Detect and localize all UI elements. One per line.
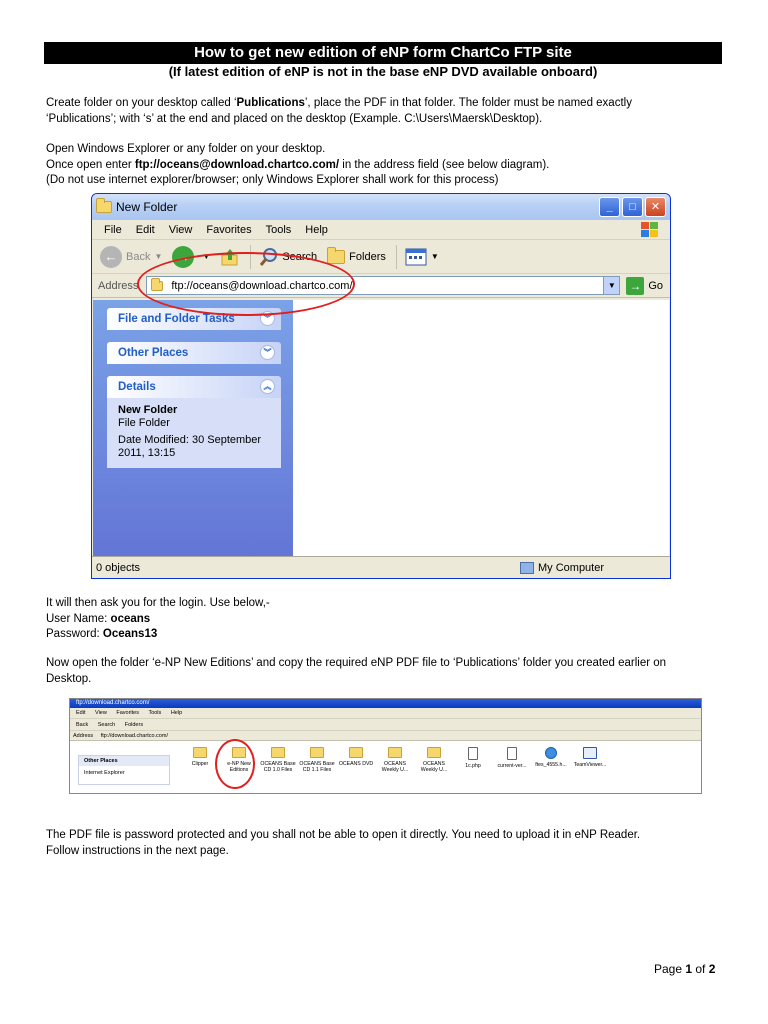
panel-header[interactable]	[107, 376, 281, 398]
list-item[interactable]: OCEANS Base CD 1.0 Files	[260, 747, 296, 773]
menu-edit[interactable]: Edit	[76, 710, 86, 716]
close-button[interactable]: ✕	[645, 197, 666, 217]
login-intro: It will then ask you for the login. Use below,-	[46, 597, 270, 609]
list-item[interactable]: OCEANS Weekly U...	[377, 747, 413, 773]
folders-button[interactable]: Folders	[124, 722, 144, 728]
step2-paragraph	[46, 656, 726, 687]
details-modified-1: Date Modified: 30 September	[118, 434, 262, 446]
open-explorer-line2b: in the address field (see below diagram).	[339, 158, 550, 171]
window-title: ftp://download.chartco.com/	[70, 699, 701, 708]
panel-title: Details	[118, 381, 156, 393]
folder-icon	[427, 747, 441, 758]
chevron-down-icon[interactable]: ▼	[603, 277, 619, 294]
folder-icon	[349, 747, 363, 758]
closing-line2: Follow instructions in the next page.	[46, 844, 229, 857]
toolbar-separator	[396, 245, 397, 269]
document-icon	[468, 747, 478, 760]
intro-folder-name: Publications	[236, 97, 305, 109]
panel-title: Other Places	[118, 347, 189, 359]
folder-icon	[388, 747, 402, 758]
search-button[interactable]: Search	[97, 722, 116, 728]
folder-icon	[310, 747, 324, 758]
panel-title: File and Folder Tasks	[118, 313, 235, 325]
status-location: My Computer	[538, 561, 605, 574]
views-button[interactable]	[405, 248, 439, 266]
document-icon	[507, 747, 517, 760]
menu-file[interactable]: File	[104, 223, 122, 236]
menu-bar	[92, 220, 670, 240]
open-explorer-line3: (Do not use internet explorer/browser; only Windows Explorer shall work for this process)	[46, 174, 499, 186]
list-item[interactable]: OCEANS Base CD 1.1 Files	[299, 747, 335, 773]
status-objects: 0 objects	[96, 561, 141, 574]
list-item[interactable]: OCEANS DVD	[338, 747, 374, 767]
other-places-panel[interactable]	[107, 342, 281, 364]
panel-title[interactable]: Other Places	[79, 756, 169, 766]
folder-icon	[193, 747, 207, 758]
expand-chevron-icon[interactable]: ︾	[260, 311, 275, 326]
menu-favorites[interactable]: Favorites	[206, 223, 252, 236]
back-label: Back	[126, 250, 151, 263]
file-list-area[interactable]	[293, 300, 669, 556]
open-explorer-line1: Open Windows Explorer or any folder on your desktop.	[46, 143, 326, 155]
login-paragraph	[46, 596, 726, 643]
menu-view[interactable]: View	[95, 710, 107, 716]
details-panel	[107, 376, 281, 468]
forward-arrow-icon: →	[172, 246, 194, 268]
application-icon	[583, 747, 597, 759]
intro-text-b: ’, place the PDF in that folder. The folder must be named exactly	[304, 97, 632, 109]
folders-label: Folders	[349, 250, 386, 263]
back-button[interactable]	[100, 246, 162, 268]
details-type: File Folder	[118, 417, 170, 429]
collapse-chevron-icon[interactable]: ︽	[260, 379, 275, 394]
maximize-button[interactable]: □	[622, 197, 643, 217]
document-subtitle: (If latest edition of eNP is not in the base eNP DVD available onboard)	[168, 64, 598, 79]
folder-icon	[271, 747, 285, 758]
window-title-bar	[92, 194, 670, 220]
search-label: Search	[282, 250, 318, 263]
status-bar	[92, 556, 670, 578]
menu-help[interactable]: Help	[170, 710, 183, 716]
explorer-window-screenshot	[91, 193, 671, 579]
window-body	[93, 300, 669, 556]
step2-line1: Now open the folder ‘e-NP New Editions’ and copy the required eNP PDF file to ‘Publications’ folder you created earlier on	[46, 657, 667, 669]
details-body	[107, 398, 281, 468]
minimize-button[interactable]: _	[599, 197, 620, 217]
username-label: User Name:	[46, 612, 111, 625]
views-icon	[405, 248, 427, 266]
page-number: Page 1 of 2	[654, 962, 716, 976]
back-arrow-icon: ←	[100, 246, 122, 268]
menu-bar	[70, 708, 701, 718]
other-places-panel	[78, 755, 170, 785]
internet-explorer-icon	[545, 747, 557, 759]
task-pane	[93, 300, 293, 556]
list-item[interactable]: current-ver...	[494, 747, 530, 769]
back-button[interactable]: Back	[76, 722, 89, 728]
menu-help[interactable]: Help	[305, 223, 328, 236]
address-label: Address	[73, 733, 94, 739]
folder-icon	[96, 201, 112, 213]
toolbar	[70, 718, 701, 730]
details-name: New Folder	[118, 404, 178, 416]
highlight-oval-enp-folder	[215, 739, 255, 789]
folders-icon	[327, 250, 345, 264]
panel-header[interactable]	[107, 342, 281, 364]
chevron-down-icon: ▼	[202, 252, 211, 261]
internet-explorer-link[interactable]: Internet Explorer	[84, 770, 125, 776]
details-modified-2: 2011, 13:15	[118, 447, 176, 459]
menu-tools[interactable]: Tools	[265, 223, 292, 236]
address-label: Address	[98, 279, 139, 292]
address-value[interactable]: ftp://download.chartco.com/	[100, 733, 168, 739]
closing-paragraph	[46, 828, 726, 859]
password-value: Oceans13	[102, 628, 158, 640]
open-explorer-paragraph	[46, 142, 726, 189]
list-item[interactable]: TeamViewer...	[572, 747, 608, 768]
list-item[interactable]: Clipper	[182, 747, 218, 767]
list-item[interactable]: e-NP New Editions	[221, 747, 257, 773]
chevron-down-icon: ▼	[154, 252, 163, 261]
password-label: Password:	[46, 628, 103, 640]
chevron-down-icon: ▼	[430, 252, 439, 261]
go-button[interactable]	[626, 277, 663, 295]
window-title: New Folder	[116, 200, 178, 214]
ftp-address-text: ftp://oceans@download.chartco.com/	[134, 158, 340, 171]
expand-chevron-icon[interactable]: ︾	[260, 345, 275, 360]
menu-edit[interactable]: Edit	[135, 223, 155, 236]
task-pane	[70, 742, 180, 794]
list-item[interactable]: 1c.php	[455, 747, 491, 769]
windows-logo-icon	[640, 221, 660, 239]
my-computer-icon	[520, 562, 534, 574]
step2-line2: Desktop.	[46, 672, 92, 685]
menu-view[interactable]: View	[168, 223, 193, 236]
intro-text-line2: ‘Publications’; with ‘s’ at the end and placed on the desktop (Example. C:\Users\Maersk\Desktop).	[46, 112, 543, 125]
go-arrow-icon: →	[626, 277, 644, 295]
go-label: Go	[648, 279, 664, 292]
menu-tools[interactable]: Tools	[148, 710, 162, 716]
closing-line1: The PDF file is password protected and you shall not be able to open it directly. You need to upload it in eNP Reader.	[46, 829, 641, 841]
intro-paragraph	[46, 96, 726, 127]
document-title: How to get new edition of eNP form ChartCo FTP site	[44, 42, 722, 64]
menu-favorites[interactable]: Favorites	[116, 710, 139, 716]
folders-button[interactable]	[327, 250, 386, 264]
highlight-oval-address	[137, 252, 355, 316]
open-explorer-line2a: Once open enter	[46, 158, 135, 171]
address-bar	[70, 730, 701, 741]
address-value: ftp://oceans@download.chartco.com/	[171, 279, 353, 292]
intro-text-a: Create folder on your desktop called ‘	[46, 97, 237, 109]
list-item[interactable]: ftes_4555.h...	[533, 747, 569, 768]
username-value: oceans	[110, 612, 151, 625]
ftp-explorer-screenshot	[69, 698, 702, 794]
list-item[interactable]: OCEANS Weekly U...	[416, 747, 452, 773]
